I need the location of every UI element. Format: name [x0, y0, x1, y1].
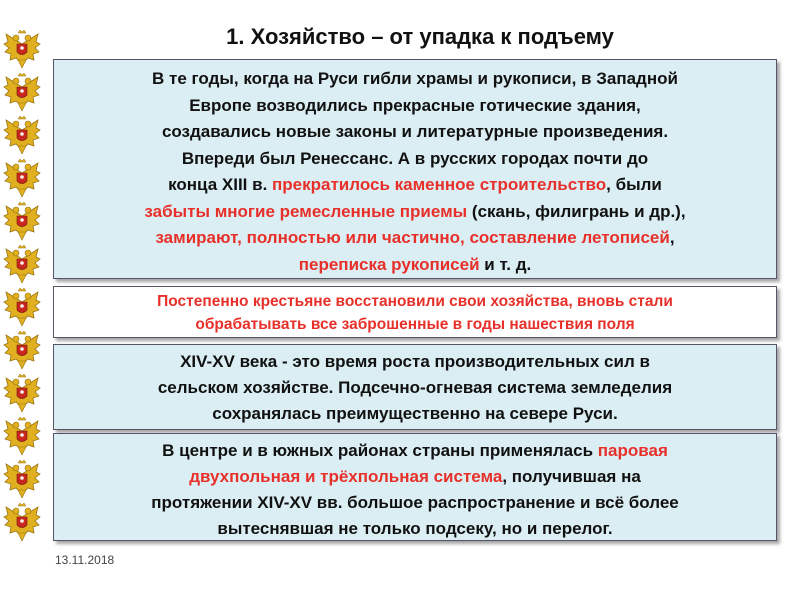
text-box-field-systems — [53, 433, 777, 541]
text-line: В те годы, когда на Руси гибли храмы и рукописи, в Западной — [152, 69, 678, 88]
highlight-text: переписка рукописей — [298, 254, 480, 274]
text-box-recovery — [53, 286, 777, 338]
emblem-column — [2, 30, 42, 550]
text-span: конца XIII в. — [168, 175, 273, 194]
highlight-text: замирают, полностью или частично, составление летописей — [155, 228, 670, 247]
text-span: и т. д. — [479, 254, 532, 274]
emblem-icon — [2, 503, 42, 543]
text-box-decline — [53, 59, 777, 279]
emblem-icon — [2, 73, 42, 113]
text-span: , — [669, 228, 675, 247]
slide-title: 1. Хозяйство – от упадка к подъему — [226, 24, 614, 49]
text-line — [54, 172, 776, 199]
emblem-icon — [2, 288, 42, 328]
text-line: XIV-XV века - это время роста производительных сил в — [180, 352, 650, 371]
text-line: Впереди был Ренессанс. А в русских городах почти до — [181, 148, 649, 168]
text-line: сохранялась преимущественно на севере Руси. — [212, 404, 618, 423]
text-span: , были — [606, 175, 662, 194]
text-line: Постепенно крестьяне восстановили свои хозяйства, вновь стали — [157, 293, 673, 310]
emblem-icon — [2, 116, 42, 156]
text-line — [54, 464, 776, 490]
highlight-text: двухпольная и трёхпольная система — [189, 467, 503, 486]
emblem-icon — [2, 374, 42, 414]
highlight-text: прекратилось каменное строительство — [272, 175, 607, 194]
text-line: протяжении XIV-XV вв. большое распространение и всё более — [151, 493, 679, 512]
text-line: создавались новые законы и литературные произведения. — [161, 122, 669, 141]
emblem-icon — [2, 30, 42, 70]
emblem-icon — [2, 417, 42, 457]
text-span: В центре и в южных районах страны применялась — [162, 441, 598, 460]
text-line: сельском хозяйстве. Подсечно-огневая система земледелия — [157, 378, 673, 397]
text-span: , получившая на — [502, 467, 641, 486]
highlight-text: паровая — [597, 441, 668, 460]
emblem-icon — [2, 460, 42, 500]
highlight-text: забыты многие ремесленные приемы — [144, 201, 468, 221]
text-line — [54, 438, 776, 464]
text-box-growth — [53, 344, 777, 430]
emblem-icon — [2, 159, 42, 199]
text-line: Европе возводились прекрасные готические здания, — [189, 95, 641, 115]
emblem-icon — [2, 331, 42, 371]
text-line: обрабатывать все заброшенные в годы нашествия поля — [195, 316, 635, 333]
emblem-icon — [2, 202, 42, 242]
text-line: вытеснявшая не только подсеку, но и перелог. — [217, 519, 613, 538]
slide-date: 13.11.2018 — [55, 553, 115, 567]
emblem-icon — [2, 245, 42, 285]
text-line — [54, 252, 776, 279]
text-line — [54, 225, 776, 252]
text-line — [54, 199, 776, 226]
text-span: (скань, филигрань и др.), — [467, 201, 686, 221]
